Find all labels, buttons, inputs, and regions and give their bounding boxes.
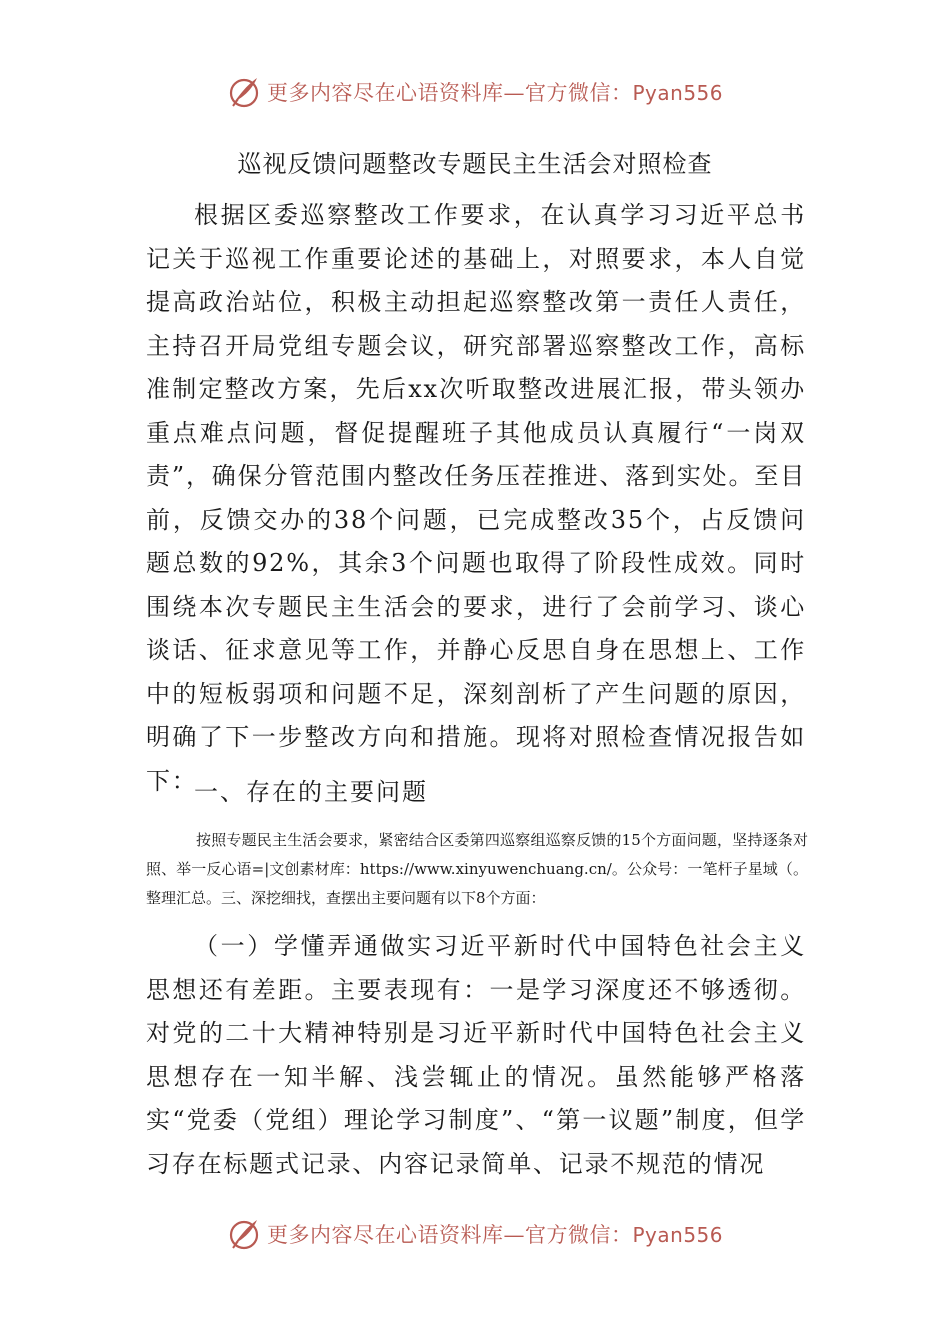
banner-text: 更多内容尽在心语资料库—官方微信：Pyan556 — [266, 81, 723, 105]
header-watermark-banner — [0, 72, 950, 112]
quill-logo-icon — [227, 1217, 261, 1251]
intro-paragraph: 根据区委巡察整改工作要求，在认真学习习近平总书记关于巡视工作重要论述的基础上，对照要求，本人自觉提高政治站位，积极主动担起巡察整改第一责任人责任，主持召开局党组专题会议，研究部署巡察整改工作，高标准制定整改方案，先后xx次听取整改进展汇报，带头领办重点难点问题，督促提醒班子其他成员认真履行“一岗双责”，确保分管范围内整改任务压茬推进、落到实处。至目前，反馈交办的38个问题，已完成整改35个，占反馈问题总数的92%，其余3个问题也取得了阶段性成效。同时围绕本次专题民主生活会的要求，进行了会前学习、谈心谈话、征求意见等工作，并静心反思自身在思想上、工作中的短板弱项和问题不足，深刻剖析了产生问题的原因，明确了下一步整改方向和措施。现将对照检查情况报告如下： — [146, 201, 806, 795]
quill-logo-icon — [227, 75, 261, 109]
section-heading: 一、存在的主要问题 — [194, 778, 428, 806]
document-title: 巡视反馈问题整改专题民主生活会对照检查 — [237, 150, 713, 178]
banner-text: 更多内容尽在心语资料库—官方微信：Pyan556 — [266, 1223, 723, 1247]
subsection-paragraph: （一）学懂弄通做实习近平新时代中国特色社会主义思想还有差距。主要表现有：一是学习深度还不够透彻。对党的二十大精神特别是习近平新时代中国特色社会主义思想存在一知半解、浅尝辄止的情况。虽然能够严格落实“党委（党组）理论学习制度”、“第一议题”制度，但学习存在标题式记录、内容记录简单、记录不规范的情况 — [146, 932, 806, 1178]
footer-watermark-banner — [0, 1214, 950, 1254]
section-note: 按照专题民主生活会要求，紧密结合区委第四巡察组巡察反馈的15个方面问题，坚持逐条对照、举一反心语=|文创素材库：https://www.xinyuwenchuang.cn/。公众号：一笔杆子星域（。整理汇总。三、深挖细找，查摆出主要问题有以下8个方面： — [146, 831, 808, 907]
